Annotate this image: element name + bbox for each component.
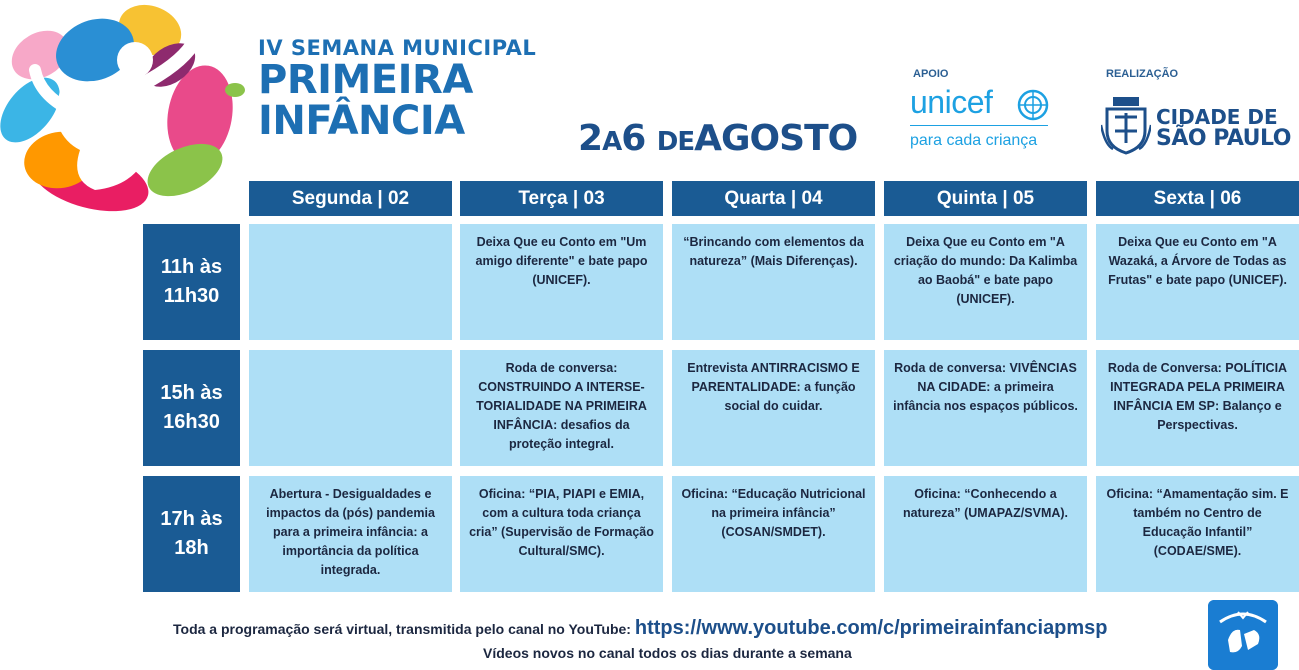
- time-slot-label: 17h às 18h: [160, 508, 223, 559]
- schedule-cell: Oficina: “Conhecendo a natureza” (UMAPAZ/SVMA).: [884, 476, 1087, 592]
- day-header-segunda: Segunda | 02: [249, 181, 452, 216]
- sign-language-icon: [1208, 600, 1278, 670]
- event-title: [258, 36, 536, 142]
- schedule-cell: Roda de conversa: CONSTRUINDO A INTERSE-TORIALIDADE NA PRIMEIRA INFÂNCIA: desafios da proteção integral.: [460, 350, 663, 466]
- day-header-quarta: Quarta | 04: [672, 181, 875, 216]
- sp-line2: SÃO PAULO: [1156, 126, 1291, 151]
- day-header-sexta: Sexta | 06: [1096, 181, 1299, 216]
- unicef-wordmark: unicef: [910, 84, 993, 120]
- time-slot-3: [143, 476, 240, 592]
- footer-text: Toda a programação será virtual, transmitida pelo canal no YouTube:: [173, 621, 635, 637]
- footer-broadcast-note: [173, 617, 1108, 640]
- schedule-cell: Abertura - Desigualdades e impactos da (pós) pandemia para a primeira infância: a importância da política integrada.: [249, 476, 452, 592]
- unicef-divider: [910, 125, 1048, 126]
- time-slot-2: [143, 350, 240, 466]
- sao-paulo-wordmark: [1156, 106, 1291, 150]
- schedule-cell: Oficina: “Educação Nutricional na primeira infância” (COSAN/SMDET).: [672, 476, 875, 592]
- event-title-line1: IV SEMANA MUNICIPAL: [258, 36, 537, 60]
- schedule-cell: Deixa Que eu Conto em "A criação do mundo: Da Kalimba ao Baobá" e bate papo (UNICEF).: [884, 224, 1087, 340]
- time-slot-label: 11h às 11h30: [160, 256, 223, 307]
- day-header-quinta: Quinta | 05: [884, 181, 1087, 216]
- schedule-cell: Oficina: “Amamentação sim. E também no Centro de Educação Infantil” (CODAE/SME).: [1096, 476, 1299, 592]
- dates-end: 6: [621, 118, 646, 159]
- children-playing-logo-icon: [0, 0, 250, 215]
- sao-paulo-coat-of-arms-icon: [1101, 95, 1151, 157]
- youtube-channel-link[interactable]: https://www.youtube.com/c/primeirainfanciapmsp: [634, 617, 1108, 639]
- dates-month: AGOSTO: [694, 118, 858, 159]
- dates-a: A: [602, 127, 622, 157]
- time-slot-1: [143, 224, 240, 340]
- footer-new-videos-note: Vídeos novos no canal todos os dias durante a semana: [483, 645, 852, 661]
- time-slot-label: 15h às 16h30: [160, 382, 223, 433]
- schedule-cell: “Brincando com elementos da natureza” (Mais Diferenças).: [672, 224, 875, 340]
- schedule-cell: Deixa Que eu Conto em "Um amigo diferente" e bate papo (UNICEF).: [460, 224, 663, 340]
- schedule-cell: Roda de Conversa: POLÍTICIA INTEGRADA PELA PRIMEIRA INFÂNCIA EM SP: Balanço e Perspectivas.: [1096, 350, 1299, 466]
- unicef-globe-icon: [1016, 88, 1050, 122]
- realizacao-label: REALIZAÇÃO: [1106, 68, 1179, 80]
- schedule-cell: Roda de conversa: VIVÊNCIAS NA CIDADE: a primeira infância nos espaços públicos.: [884, 350, 1087, 466]
- sp-line1: CIDADE DE: [1156, 105, 1278, 129]
- schedule-cell: Deixa Que eu Conto em "A Wazaká, a Árvore de Todas as Frutas" e bate papo (UNICEF).: [1096, 224, 1299, 340]
- schedule-cell: [249, 350, 452, 466]
- apoio-label: APOIO: [913, 68, 949, 80]
- event-title-line3: INFÂNCIA: [258, 98, 465, 144]
- dates-de: DE: [656, 127, 695, 157]
- schedule-cell: Entrevista ANTIRRACISMO E PARENTALIDADE: a função social do cuidar.: [672, 350, 875, 466]
- dates-start: 2: [578, 118, 603, 159]
- schedule-cell: Oficina: “PIA, PIAPI e EMIA, com a cultura toda criança cria” (Supervisão de Formação Cultural/SMC).: [460, 476, 663, 592]
- unicef-tagline: para cada criança: [910, 132, 1038, 149]
- event-title-line2: PRIMEIRA: [258, 57, 473, 103]
- schedule-cell: [249, 224, 452, 340]
- day-header-terca: Terça | 03: [460, 181, 663, 216]
- event-dates: [578, 118, 857, 159]
- unicef-logo: [910, 84, 1050, 150]
